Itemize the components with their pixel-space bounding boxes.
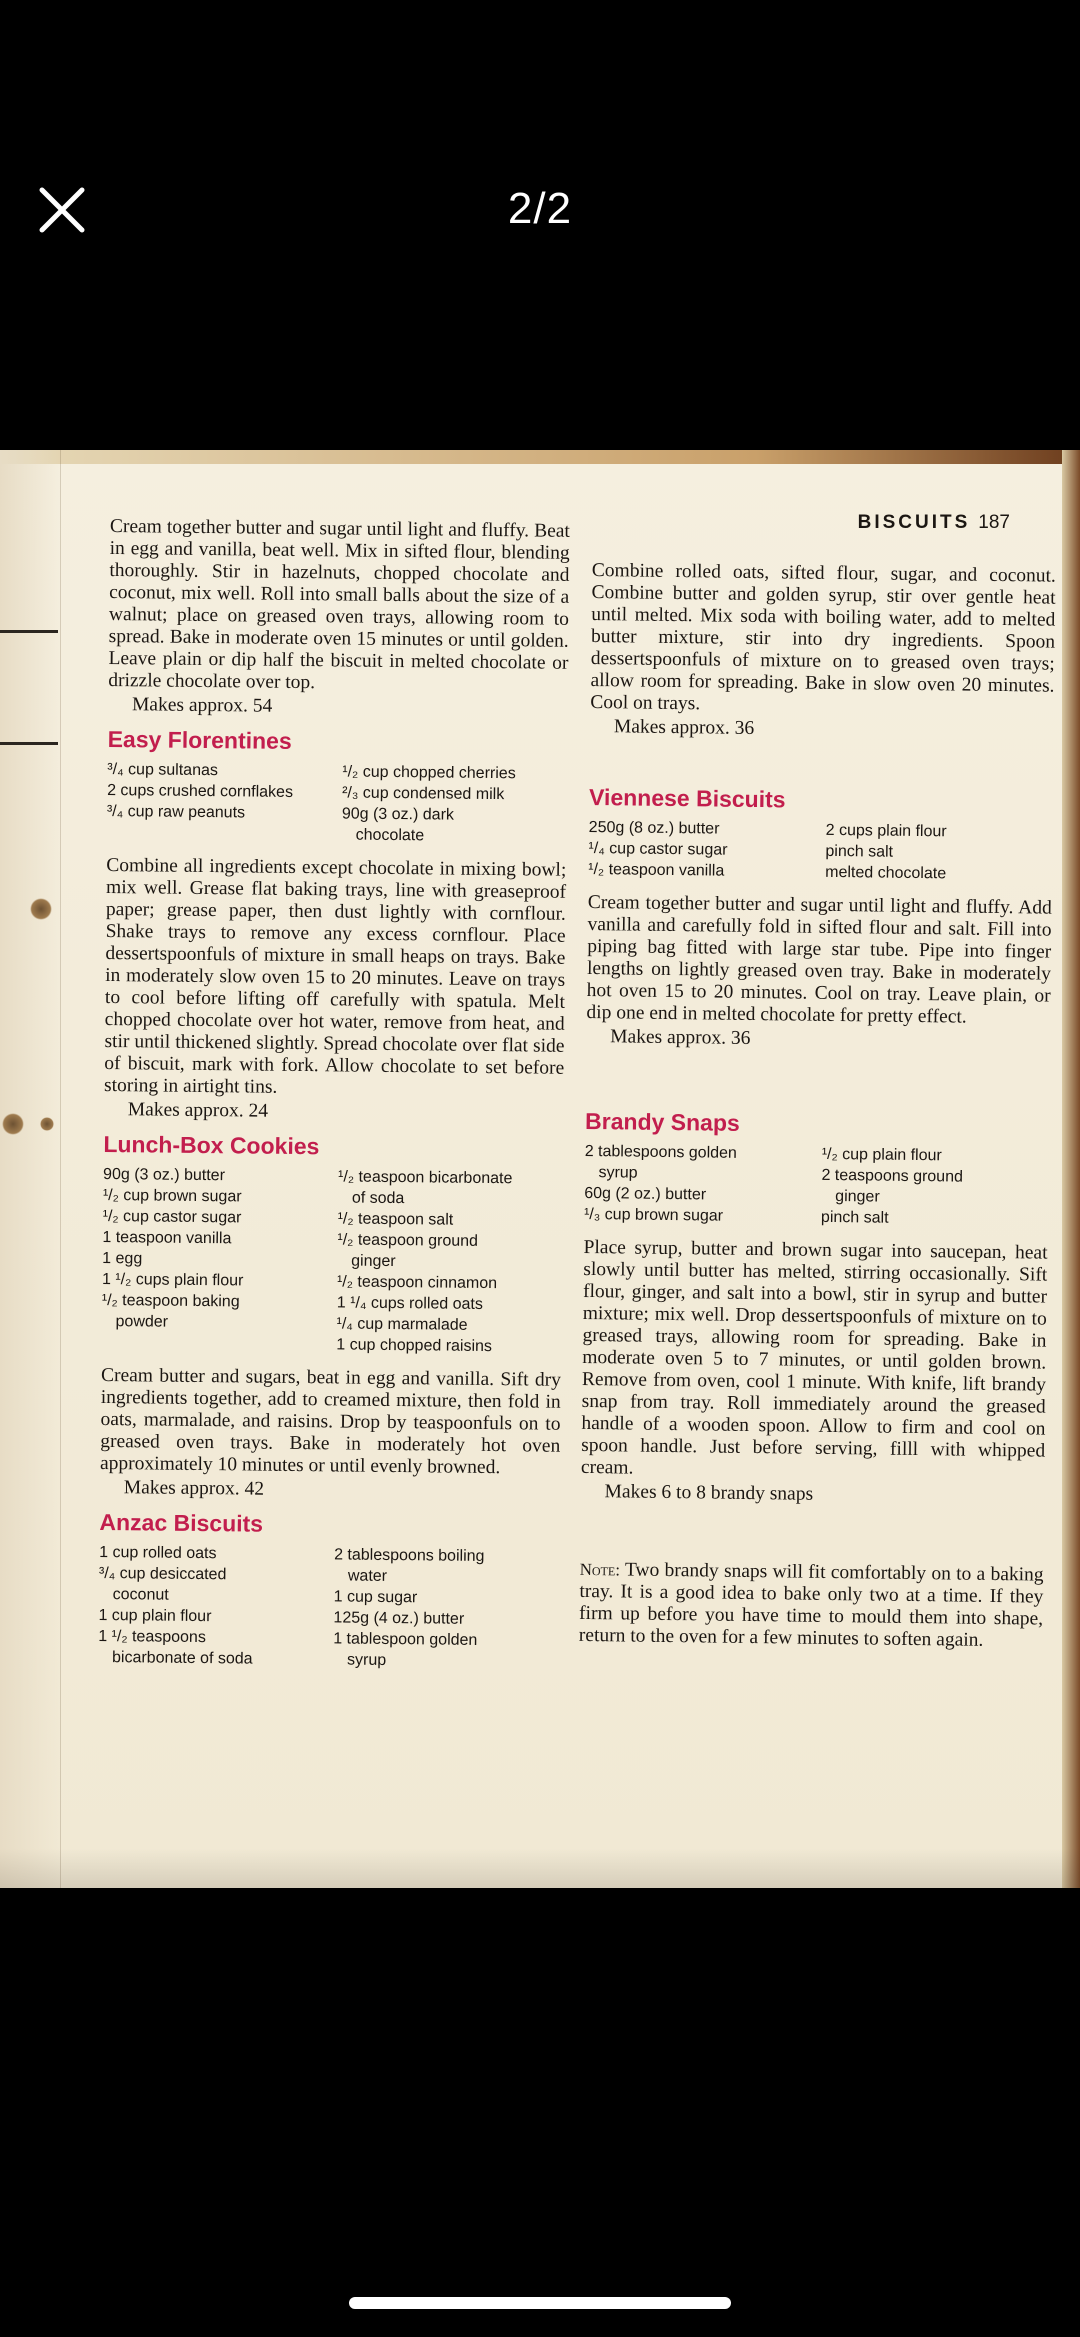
page-gutter xyxy=(60,450,61,1888)
ingredients-viennese xyxy=(588,817,1053,886)
ingredient: 250g (8 oz.) butter xyxy=(588,818,720,838)
makes-brandy-snaps: Makes 6 to 8 brandy snaps xyxy=(604,1481,814,1505)
ingredient: bicarbonate of soda xyxy=(111,1649,253,1668)
recipe-title-brandy-snaps: Brandy Snaps xyxy=(584,1107,740,1136)
binding-ring-mark xyxy=(30,898,52,920)
ingredient: ²/₃ cup condensed milk xyxy=(342,784,505,804)
ingredient: water xyxy=(347,1567,388,1585)
section-title: BISCUITS xyxy=(857,512,971,533)
left-column xyxy=(98,516,570,1685)
ingredient: ¹/₂ cup chopped cherries xyxy=(342,763,516,783)
viewer-top-bar xyxy=(0,0,1080,450)
ingredient: 2 teaspoons ground xyxy=(821,1166,964,1186)
makes-viennese: Makes approx. 36 xyxy=(610,1026,751,1049)
intro-makes: Makes approx. 54 xyxy=(131,694,273,717)
page-header xyxy=(858,512,1010,534)
ingredient: 2 tablespoons boiling xyxy=(334,1546,485,1565)
divider-line xyxy=(0,742,58,745)
ingredient: chocolate xyxy=(355,826,425,845)
ingredient: 1 egg xyxy=(102,1249,143,1268)
ingredients-column xyxy=(333,1544,559,1672)
note-label: Note: xyxy=(579,1559,621,1580)
ingredient: of soda xyxy=(351,1189,405,1208)
makes-lunchbox: Makes approx. 42 xyxy=(123,1477,265,1500)
cookbook-page-photo[interactable] xyxy=(0,450,1080,1888)
ingredient: 125g (4 oz.) butter xyxy=(333,1609,465,1628)
ingredient: ¹/₂ teaspoon baking xyxy=(101,1291,240,1311)
ingredient: ¹/₄ cup marmalade xyxy=(336,1315,468,1334)
makes-anzac: Makes approx. 36 xyxy=(613,716,755,739)
ingredient: ¹/₂ teaspoon cinnamon xyxy=(336,1273,498,1293)
ingredients-column xyxy=(821,1144,1049,1231)
ingredient: 1 ¹/₂ cups plain flour xyxy=(101,1270,244,1290)
ingredient: ginger xyxy=(835,1188,880,1206)
method-florentines: Combine all ingredients except chocolate in mixing bowl; mix well. Grease flat baking trays, line with greaseproof paper; grease paper, then dust lightly with cornflour. Shake trays to remove any excess cornflour. Place dessertspoonfuls of mixture in small heaps on trays. Bake in moderately slow oven 15 to 20 minutes. Leave on trays to cool before lifting off carefully with spatula. Melt chopped chocolate over hot water, remove from heat, and stir until thickened slightly. Spread chocolate over flat side of biscuit, mark with fork. Allow chocolate to set before storing in airtight tins. xyxy=(103,854,567,1098)
ingredient: ¹/₂ teaspoon vanilla xyxy=(588,860,725,880)
ingredient: 1 ¹/₄ cups rolled oats xyxy=(336,1294,484,1313)
note-text: Two brandy snaps will fit comfortably on to a baking tray. It is a good idea to bake only two at a time. If they firm up before you have time to mould them into shape, return to the oven for a few minutes to soften again. xyxy=(578,1559,1044,1651)
ingredient: 1 tablespoon golden xyxy=(333,1630,478,1649)
ingredients-anzac xyxy=(98,1542,559,1673)
ingredient: 1 ¹/₂ teaspoons xyxy=(98,1627,206,1647)
intro-method: Cream together butter and sugar until light and fluffy. Beat in egg and vanilla, beat well. Mix in sifted flour, blending thoroughly. Stir in hazelnuts, chopped chocolate and coconut, mix well. Roll into small balls about the size of a walnut; place on greased oven trays, allowing room to spread. Bake in moderate oven 15 minutes or until golden. Leave plain or dip half the biscuit in melted chocolate or drizzle chocolate over top. xyxy=(108,516,570,694)
ingredient: ¹/₂ teaspoon ground xyxy=(337,1231,479,1250)
ingredient: 2 tablespoons golden xyxy=(584,1142,737,1162)
ingredient: 1 teaspoon vanilla xyxy=(102,1228,232,1248)
ingredient: 90g (3 oz.) butter xyxy=(103,1165,226,1185)
ingredient: ¹/₃ cup brown sugar xyxy=(583,1205,724,1225)
ingredient: 1 cup rolled oats xyxy=(99,1543,217,1563)
ingredient: 1 cup sugar xyxy=(333,1588,418,1607)
ingredient: 90g (3 oz.) dark xyxy=(341,805,455,824)
recipe-title-florentines: Easy Florentines xyxy=(107,725,292,754)
ingredient: 2 cups crushed cornflakes xyxy=(107,781,294,801)
divider-line xyxy=(0,630,58,633)
ingredient: syrup xyxy=(598,1164,638,1182)
ingredients-column xyxy=(342,761,568,847)
ingredient: powder xyxy=(115,1313,169,1331)
home-indicator[interactable] xyxy=(349,2297,731,2309)
page-right-edge xyxy=(1062,450,1080,1888)
ingredients-brandy-snaps xyxy=(584,1141,1049,1231)
ingredient: 60g (2 oz.) butter xyxy=(584,1184,707,1204)
page-top-edge xyxy=(0,450,1080,464)
note-paragraph xyxy=(579,1559,1044,1653)
ingredient: ¹/₄ cup castor sugar xyxy=(588,839,728,859)
ingredients-lunchbox xyxy=(101,1164,563,1358)
method-brandy-snaps: Place syrup, butter and brown sugar into saucepan, heat slowly until butter has melted, stirring occasionally. Sift flour, ginger, and salt into a bowl, stir in syrup and butter mixture; mix well. Drop dessertspoonfuls of mixture on to greased trays, allowing room for spreading. Bake in moderate oven 5 to 7 minutes, or until golden brown. Remove from oven, cool 1 minute. With knife, lift brandy snap from tray. Roll immediately around the greased handle of a wooden spoon. Allow to firm and cool on spoon handle. Just before serving, filll with whipped cream. xyxy=(580,1236,1048,1479)
page-number: 187 xyxy=(978,512,1010,533)
ingredient: ¹/₂ cup plain flour xyxy=(821,1145,942,1165)
ingredient: ³/₄ cup desiccated xyxy=(98,1564,227,1584)
binding-ring-mark xyxy=(2,1113,24,1135)
recipe-title-lunchbox: Lunch-Box Cookies xyxy=(103,1130,320,1160)
ingredient: 1 cup chopped raisins xyxy=(336,1336,493,1356)
recipe-title-viennese: Viennese Biscuits xyxy=(588,783,786,813)
method-viennese: Cream together butter and sugar until light and fluffy. Add vanilla and carefully fold in sifted flour and salt. Fill into piping bag fitted with large star tube. Pipe into finger lengths on lightly greased oven tray. Bake in moderately hot oven 15 to 20 minutes. Cool on tray. Leave plain, or dip one end in melted chocolate for pretty effect. xyxy=(586,891,1052,1028)
ingredients-column xyxy=(101,1164,328,1355)
image-counter: 2/2 xyxy=(507,184,573,233)
ingredient: 1 cup plain flour xyxy=(98,1606,212,1626)
ingredient: pinch salt xyxy=(820,1208,889,1227)
ingredient: ¹/₂ cup castor sugar xyxy=(102,1207,242,1227)
ingredient: pinch salt xyxy=(825,842,894,861)
ingredient: ³/₄ cup raw peanuts xyxy=(106,802,246,822)
ingredient: 2 cups plain flour xyxy=(825,821,947,841)
makes-florentines: Makes approx. 24 xyxy=(127,1099,269,1122)
ingredient: ³/₄ cup sultanas xyxy=(107,760,219,780)
ingredients-column xyxy=(107,759,333,845)
page-binding-edge xyxy=(0,450,60,1888)
spacer xyxy=(585,1048,1050,1104)
spacer xyxy=(589,738,1053,780)
ingredients-column xyxy=(584,1141,812,1228)
spacer xyxy=(580,1503,1045,1565)
right-column xyxy=(579,560,1056,1653)
ingredients-column xyxy=(825,820,1053,886)
method-anzac: Combine rolled oats, sifted flour, sugar, and coconut. Combine butter and golden syrup, stir over gentle heat until melted. Mix soda with boiling water, add to melted butter mixture, stir into dry ingredients. Spoon dessertspoonfuls of mixture on to greased oven trays; allow room for spreading. Bake in slow oven 20 minutes. Cool on trays. xyxy=(590,560,1056,715)
ingredient: ¹/₂ teaspoon bicarbonate xyxy=(338,1168,513,1188)
ingredient: ginger xyxy=(351,1252,396,1271)
recipe-title-anzac: Anzac Biscuits xyxy=(99,1508,264,1537)
ingredient: coconut xyxy=(112,1586,169,1604)
binding-ring-mark xyxy=(40,1117,54,1131)
ingredients-florentines xyxy=(107,759,568,848)
ingredients-column xyxy=(98,1542,324,1670)
ingredient: ¹/₂ teaspoon salt xyxy=(337,1210,454,1229)
method-lunchbox: Cream butter and sugars, beat in egg and vanilla. Sift dry ingredients together, add to creamed mixture, then fold in oats, marmalade, and raisins. Drop by teaspoonfuls on to greased oven trays. Bake in moderately hot oven approximately 10 minutes or until evenly browned. xyxy=(99,1364,562,1479)
ingredient: melted chocolate xyxy=(825,863,947,883)
ingredients-column xyxy=(588,817,816,883)
ingredient: syrup xyxy=(346,1651,387,1669)
page-bottom-shadow xyxy=(0,1848,1080,1888)
ingredients-column xyxy=(336,1166,563,1357)
ingredient: ¹/₂ cup brown sugar xyxy=(102,1186,242,1206)
